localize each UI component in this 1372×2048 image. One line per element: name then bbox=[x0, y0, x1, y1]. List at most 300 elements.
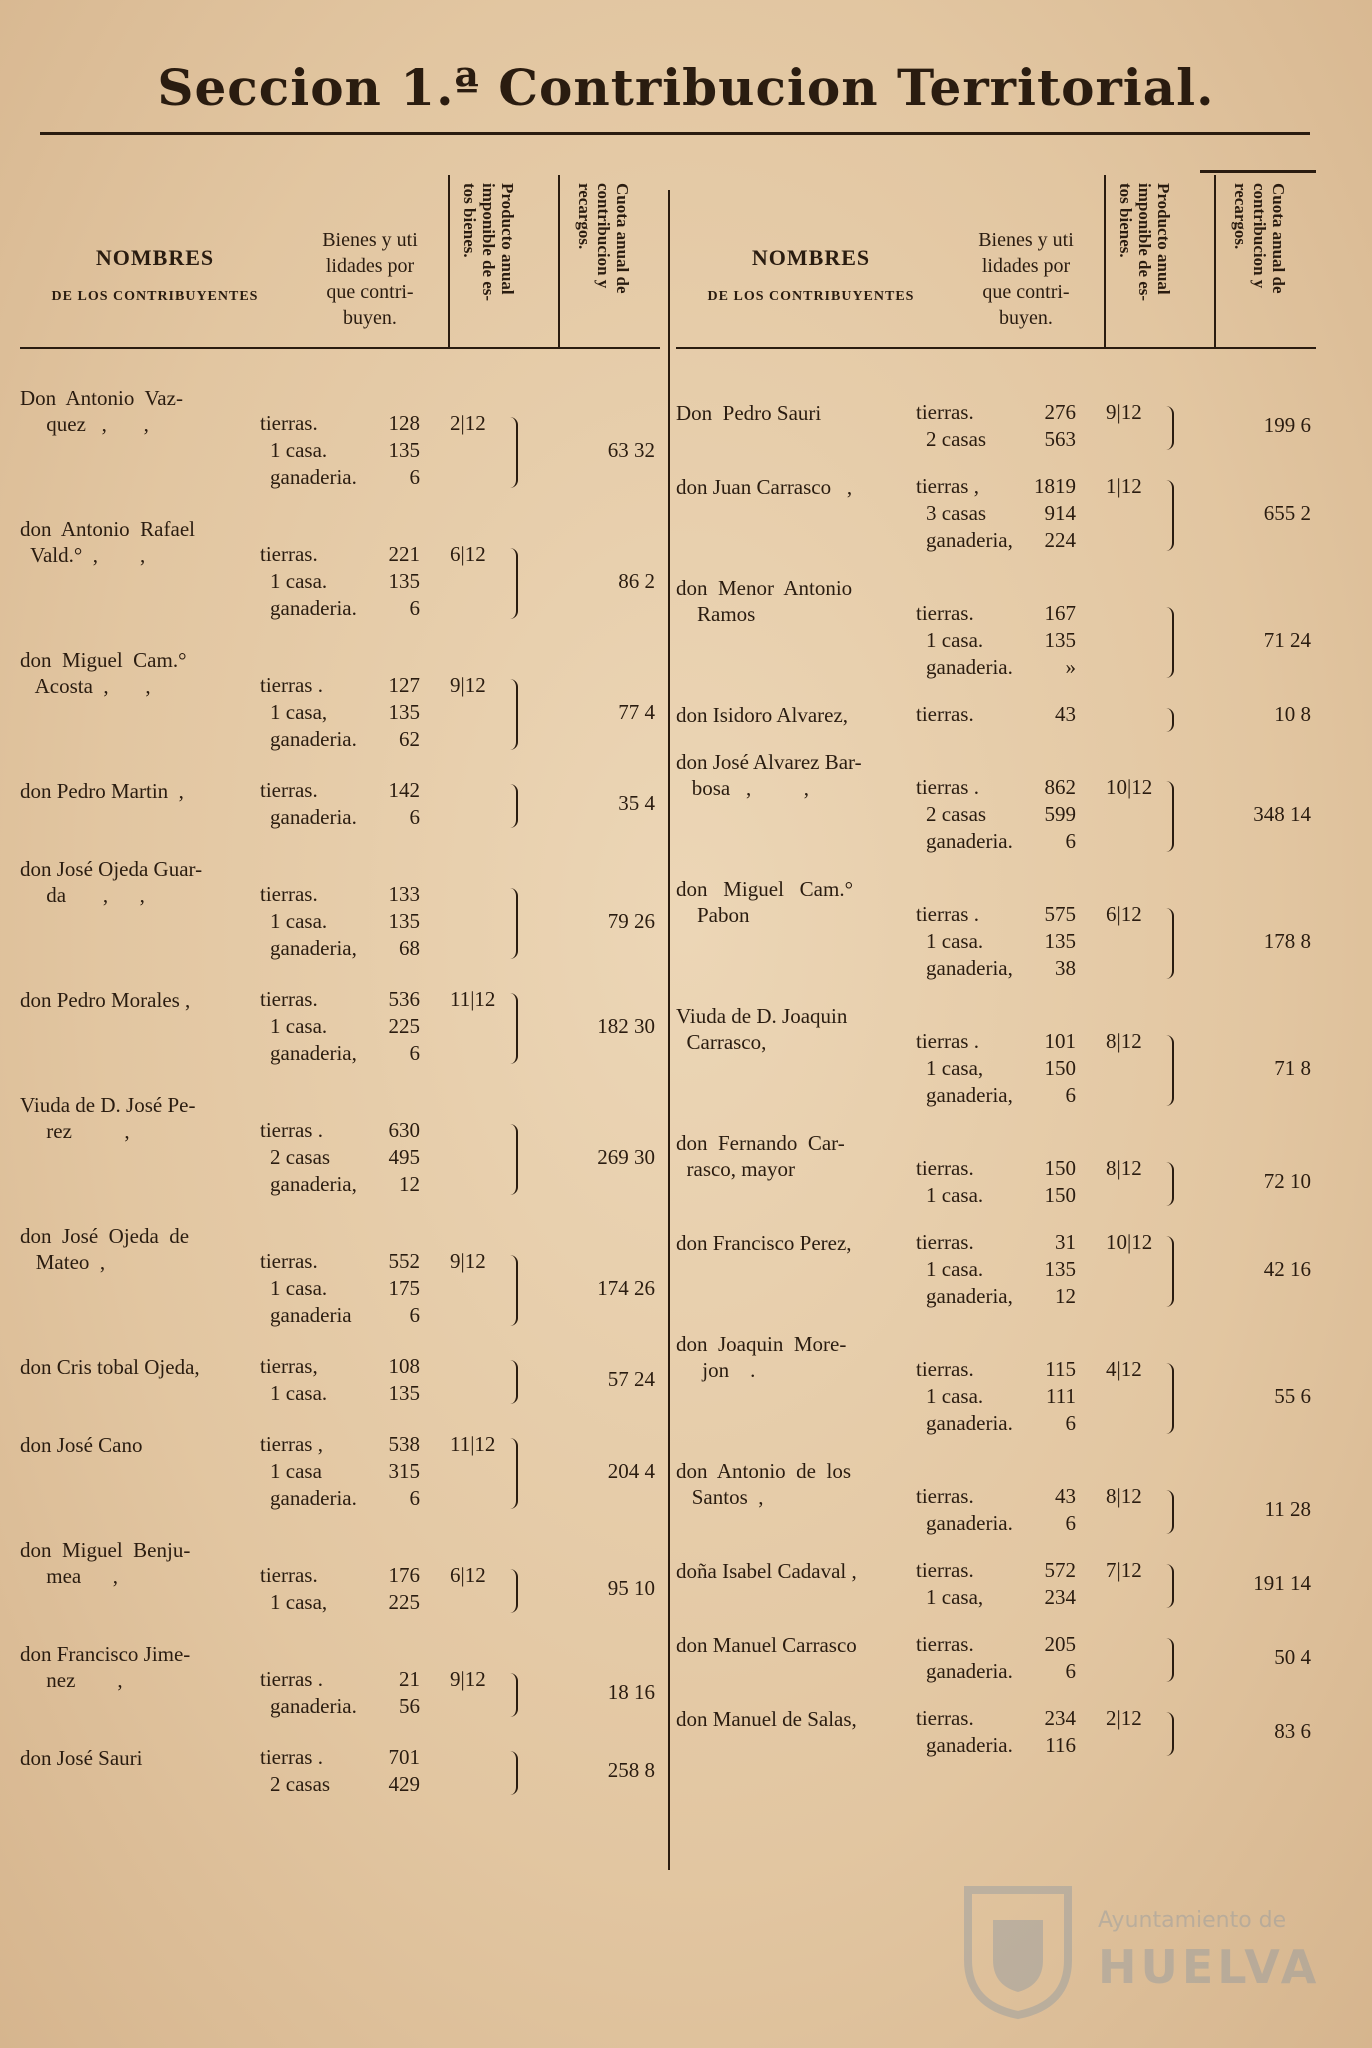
annual-quota: 95 10 bbox=[607, 1576, 655, 1600]
asset-type: ganaderia. bbox=[926, 829, 1013, 853]
annual-quota: 86 2 bbox=[618, 568, 655, 593]
contributor-name: don Cris tobal Ojeda, bbox=[20, 1355, 200, 1379]
cuota-header-line: recargos. bbox=[1231, 183, 1250, 250]
taxable-fraction: 10|12 bbox=[1106, 1230, 1153, 1254]
contributor-name: doña Isabel Cadaval , bbox=[676, 1559, 857, 1583]
annual-quota: 42 16 bbox=[1263, 1256, 1311, 1281]
asset-type: tierras . bbox=[916, 902, 979, 926]
title-rule-right bbox=[1200, 170, 1316, 173]
asset-value: 135 bbox=[388, 438, 420, 462]
cuota-header bbox=[1231, 183, 1288, 353]
taxable-fraction: 6|12 bbox=[450, 1563, 486, 1587]
contributor-entry bbox=[676, 575, 1316, 682]
asset-type: 1 casa, bbox=[926, 1056, 984, 1080]
asset-value: 536 bbox=[388, 987, 420, 1011]
asset-type: tierras. bbox=[260, 542, 318, 566]
asset-type: 2 casas bbox=[270, 1772, 331, 1796]
contributor-name: quez , , bbox=[20, 412, 149, 436]
bienes-header-line: Bienes y uti bbox=[978, 229, 1074, 251]
asset-value: 224 bbox=[1044, 528, 1076, 552]
contributor-name: nez , bbox=[20, 1668, 123, 1692]
header-divider bbox=[448, 175, 450, 347]
brace bbox=[510, 1255, 518, 1326]
column-header bbox=[20, 175, 660, 360]
contributor-name: Don Antonio Vaz- bbox=[20, 386, 183, 410]
asset-type: 1 casa, bbox=[926, 1585, 984, 1609]
contributor-entry bbox=[20, 987, 660, 1068]
names-header-main: NOMBRES bbox=[751, 245, 871, 270]
asset-value: 150 bbox=[1044, 1056, 1076, 1080]
bienes-header-line: lidades por bbox=[981, 255, 1071, 277]
contributor-name: Viuda de D. Joaquin bbox=[676, 1004, 848, 1028]
asset-type: tierras. bbox=[260, 987, 318, 1011]
watermark-line1: Ayuntamiento de bbox=[1098, 1908, 1287, 1933]
contributor-name: don Menor Antonio bbox=[676, 576, 853, 600]
asset-value: 62 bbox=[399, 727, 420, 751]
contributor-entry bbox=[676, 1706, 1316, 1760]
asset-type: 1 casa. bbox=[926, 1183, 984, 1207]
asset-type: ganaderia. bbox=[926, 1733, 1013, 1757]
asset-value: 552 bbox=[388, 1249, 420, 1273]
taxable-fraction: 9|12 bbox=[1106, 400, 1142, 424]
cuota-header-line: recargos. bbox=[575, 183, 594, 250]
column-header bbox=[676, 175, 1316, 360]
brace bbox=[1166, 480, 1174, 551]
contributor-entry bbox=[20, 856, 660, 963]
asset-type: 1 casa. bbox=[270, 1381, 328, 1405]
asset-type: ganaderia. bbox=[926, 655, 1013, 679]
contributor-name: Viuda de D. José Pe- bbox=[20, 1093, 196, 1117]
brace bbox=[510, 888, 518, 959]
asset-type: tierras , bbox=[916, 474, 979, 498]
page-title: Seccion 1.ª Contribucion Territorial. bbox=[157, 58, 1215, 117]
brace bbox=[510, 1751, 518, 1795]
producto-header-line: imponible de es- bbox=[1135, 183, 1154, 302]
taxable-fraction: 4|12 bbox=[1106, 1357, 1142, 1381]
brace bbox=[1166, 1035, 1174, 1106]
asset-value: 205 bbox=[1044, 1632, 1076, 1656]
annual-quota: 55 6 bbox=[1274, 1383, 1311, 1408]
asset-value: 135 bbox=[1044, 628, 1076, 652]
producto-header bbox=[460, 183, 517, 353]
asset-type: 2 casas bbox=[926, 802, 987, 826]
asset-value: 234 bbox=[1044, 1585, 1076, 1609]
asset-type: tierras. bbox=[916, 1558, 974, 1582]
taxable-fraction: 9|12 bbox=[450, 1249, 486, 1273]
asset-value: 6 bbox=[409, 1486, 420, 1510]
brace bbox=[1166, 1236, 1174, 1307]
annual-quota: 655 2 bbox=[1263, 500, 1311, 525]
asset-type: tierras. bbox=[260, 411, 318, 435]
brace bbox=[1166, 1490, 1174, 1534]
producto-header-line: Producto anual bbox=[1154, 183, 1173, 295]
asset-type: tierras. bbox=[260, 1249, 318, 1273]
taxable-fraction: 8|12 bbox=[1106, 1029, 1142, 1053]
asset-value: 563 bbox=[1044, 427, 1076, 451]
asset-value: 135 bbox=[388, 569, 420, 593]
asset-value: 6 bbox=[409, 465, 420, 489]
contributor-name: mea , bbox=[20, 1564, 118, 1588]
brace bbox=[510, 679, 518, 750]
asset-type: 2 casas bbox=[270, 1145, 331, 1169]
asset-type: tierras. bbox=[916, 1230, 974, 1254]
asset-value: 225 bbox=[388, 1590, 420, 1614]
contributor-name: Santos , bbox=[676, 1485, 764, 1509]
asset-value: 1819 bbox=[1034, 474, 1076, 498]
taxable-fraction: 8|12 bbox=[1106, 1156, 1142, 1180]
contributor-name: don Joaquin More- bbox=[676, 1332, 847, 1356]
asset-type: 3 casas bbox=[926, 501, 987, 525]
asset-value: 914 bbox=[1044, 501, 1076, 525]
contributor-entry bbox=[676, 474, 1316, 555]
asset-type: 1 casa. bbox=[270, 569, 328, 593]
asset-value: 234 bbox=[1044, 1706, 1076, 1730]
bienes-header-line: lidades por bbox=[325, 255, 415, 277]
brace bbox=[1166, 1564, 1174, 1608]
watermark-logo bbox=[958, 1880, 1321, 2020]
contributor-name: don José Ojeda Guar- bbox=[20, 857, 203, 881]
asset-type: 1 casa, bbox=[270, 1590, 328, 1614]
contributor-name: don Antonio de los bbox=[676, 1459, 852, 1483]
contributor-entry bbox=[20, 385, 660, 492]
taxable-fraction: 11|12 bbox=[450, 987, 496, 1011]
asset-value: 495 bbox=[388, 1145, 420, 1169]
taxable-fraction: 2|12 bbox=[450, 411, 486, 435]
asset-type: ganaderia. bbox=[270, 727, 357, 751]
contributor-entry bbox=[676, 702, 1316, 729]
bienes-header bbox=[290, 227, 450, 331]
header-divider bbox=[1214, 175, 1216, 347]
asset-value: 221 bbox=[388, 542, 420, 566]
annual-quota: 63 32 bbox=[607, 437, 655, 462]
contributor-entry bbox=[20, 647, 660, 754]
asset-type: tierras . bbox=[916, 1029, 979, 1053]
brace bbox=[510, 1124, 518, 1195]
annual-quota: 77 4 bbox=[618, 699, 655, 724]
cuota-header-line: Cuota anual de bbox=[613, 183, 632, 294]
cuota-header-line: Cuota anual de bbox=[1269, 183, 1288, 294]
brace bbox=[510, 1569, 518, 1613]
contributor-entry bbox=[676, 1558, 1316, 1612]
asset-value: 115 bbox=[1045, 1357, 1076, 1381]
asset-value: 6 bbox=[1065, 1083, 1076, 1107]
asset-value: 572 bbox=[1044, 1558, 1076, 1582]
asset-type: tierras. bbox=[916, 400, 974, 424]
annual-quota: 182 30 bbox=[597, 1013, 655, 1038]
asset-value: 128 bbox=[388, 411, 420, 435]
annual-quota: 71 8 bbox=[1274, 1055, 1311, 1080]
asset-type: ganaderia, bbox=[926, 956, 1013, 980]
brace bbox=[510, 1438, 518, 1509]
contributor-name: don Isidoro Alvarez, bbox=[676, 703, 849, 727]
asset-type: ganaderia. bbox=[270, 805, 357, 829]
asset-value: 135 bbox=[388, 909, 420, 933]
brace bbox=[1166, 1712, 1174, 1756]
annual-quota: 348 14 bbox=[1253, 801, 1311, 826]
asset-value: 127 bbox=[388, 673, 420, 697]
annual-quota: 18 16 bbox=[607, 1680, 655, 1704]
annual-quota: 71 24 bbox=[1263, 627, 1311, 652]
asset-value: 6 bbox=[409, 1303, 420, 1327]
contributor-name: don José Sauri bbox=[20, 1746, 143, 1770]
asset-type: ganaderia. bbox=[270, 465, 357, 489]
asset-type: 1 casa. bbox=[270, 1276, 328, 1300]
cuota-header-line: contribucion y bbox=[1250, 183, 1269, 289]
asset-type: tierras . bbox=[260, 1118, 323, 1142]
contributor-name: Ramos bbox=[676, 602, 756, 626]
asset-value: 599 bbox=[1044, 802, 1076, 826]
asset-type: 1 casa, bbox=[270, 700, 328, 724]
brace bbox=[510, 417, 518, 488]
asset-value: 135 bbox=[388, 700, 420, 724]
asset-value: 225 bbox=[388, 1014, 420, 1038]
contributor-entry bbox=[20, 1223, 660, 1330]
contributor-name: don Miguel Cam.° bbox=[20, 648, 187, 672]
contributor-entry bbox=[676, 400, 1316, 454]
annual-quota: 204 4 bbox=[607, 1458, 655, 1483]
asset-type: 1 casa. bbox=[270, 909, 328, 933]
names-header bbox=[20, 245, 290, 305]
contributor-name: bosa , , bbox=[676, 776, 809, 800]
asset-type: ganaderia, bbox=[926, 1083, 1013, 1107]
annual-quota: 11 28 bbox=[1264, 1497, 1311, 1521]
annual-quota: 269 30 bbox=[597, 1144, 655, 1169]
title-rule bbox=[40, 132, 1310, 135]
asset-value: 176 bbox=[388, 1563, 420, 1587]
asset-type: 1 casa. bbox=[270, 1014, 328, 1038]
asset-type: ganaderia. bbox=[270, 596, 357, 620]
asset-type: 1 casa. bbox=[270, 438, 328, 462]
contributor-entry bbox=[676, 1331, 1316, 1438]
cuota-header-line: contribucion y bbox=[594, 183, 613, 289]
asset-value: 175 bbox=[388, 1276, 420, 1300]
contributor-entry bbox=[676, 1003, 1316, 1110]
brace bbox=[1166, 406, 1174, 450]
contributor-entry bbox=[676, 749, 1316, 856]
taxable-fraction: 9|12 bbox=[450, 673, 486, 697]
contributor-entry bbox=[20, 1092, 660, 1199]
asset-value: » bbox=[1065, 655, 1076, 679]
contributor-name: don José Cano bbox=[20, 1433, 143, 1457]
asset-type: ganaderia bbox=[270, 1303, 352, 1327]
header-underline bbox=[20, 347, 660, 349]
asset-type: tierras. bbox=[916, 1156, 974, 1180]
asset-value: 6 bbox=[1065, 1411, 1076, 1435]
brace bbox=[510, 1360, 518, 1404]
asset-value: 101 bbox=[1044, 1029, 1076, 1053]
asset-type: ganaderia, bbox=[926, 528, 1013, 552]
header-divider bbox=[1104, 175, 1106, 347]
contributor-name: don José Alvarez Bar- bbox=[676, 750, 862, 774]
brace bbox=[510, 1673, 518, 1717]
taxable-fraction: 2|12 bbox=[1106, 1706, 1142, 1730]
contributor-entry bbox=[20, 1537, 660, 1617]
asset-type: ganaderia. bbox=[926, 1511, 1013, 1535]
asset-value: 167 bbox=[1044, 601, 1076, 625]
contributor-name: Don Pedro Sauri bbox=[676, 401, 822, 425]
asset-value: 315 bbox=[388, 1459, 420, 1483]
asset-value: 133 bbox=[388, 882, 420, 906]
contributor-name: don Juan Carrasco , bbox=[676, 475, 853, 499]
annual-quota: 79 26 bbox=[607, 908, 655, 933]
asset-type: ganaderia. bbox=[926, 1411, 1013, 1435]
brace bbox=[1166, 1638, 1174, 1682]
annual-quota: 199 6 bbox=[1263, 413, 1311, 437]
asset-value: 12 bbox=[1055, 1284, 1076, 1308]
producto-header-line: imponible de es- bbox=[479, 183, 498, 302]
asset-type: tierras. bbox=[260, 882, 318, 906]
asset-type: tierras . bbox=[260, 1745, 323, 1769]
contributor-name: don Francisco Jime- bbox=[20, 1642, 191, 1666]
asset-value: 701 bbox=[388, 1745, 420, 1769]
contributor-entry bbox=[676, 1458, 1316, 1538]
asset-value: 116 bbox=[1045, 1733, 1076, 1757]
bienes-header bbox=[946, 227, 1106, 331]
asset-value: 150 bbox=[1044, 1156, 1076, 1180]
annual-quota: 191 14 bbox=[1253, 1571, 1311, 1595]
asset-type: tierras , bbox=[260, 1432, 323, 1456]
header-divider bbox=[558, 175, 560, 347]
cuota-header bbox=[575, 183, 632, 353]
asset-type: tierras. bbox=[916, 702, 974, 726]
asset-value: 538 bbox=[388, 1432, 420, 1456]
bienes-header-line: que contri- bbox=[982, 281, 1070, 303]
asset-type: tierras. bbox=[916, 1357, 974, 1381]
asset-type: 1 casa. bbox=[926, 1384, 984, 1408]
producto-header bbox=[1116, 183, 1173, 353]
asset-type: tierras, bbox=[260, 1354, 318, 1378]
contributor-name: Pabon bbox=[676, 903, 750, 927]
contributor-entry bbox=[676, 1632, 1316, 1686]
watermark-line2: HUELVA bbox=[1098, 1940, 1321, 1994]
taxable-fraction: 1|12 bbox=[1106, 474, 1142, 498]
annual-quota: 174 26 bbox=[597, 1275, 655, 1300]
contributor-name: rez , bbox=[20, 1119, 130, 1143]
asset-value: 12 bbox=[399, 1172, 420, 1196]
contributor-name: don Manuel Carrasco bbox=[676, 1633, 857, 1657]
taxable-fraction: 6|12 bbox=[1106, 902, 1142, 926]
contributor-name: Vald.° , , bbox=[20, 543, 146, 567]
contributor-entry bbox=[676, 1230, 1316, 1311]
asset-value: 6 bbox=[409, 596, 420, 620]
asset-value: 276 bbox=[1044, 400, 1076, 424]
asset-type: 1 casa bbox=[270, 1459, 322, 1483]
brace bbox=[1166, 607, 1174, 678]
asset-value: 135 bbox=[1044, 1257, 1076, 1281]
asset-type: 1 casa. bbox=[926, 628, 984, 652]
contributor-entry bbox=[676, 1130, 1316, 1210]
asset-type: tierras. bbox=[916, 1632, 974, 1656]
asset-value: 43 bbox=[1055, 1484, 1076, 1508]
asset-value: 6 bbox=[1065, 1511, 1076, 1535]
annual-quota: 57 24 bbox=[607, 1367, 655, 1391]
asset-value: 135 bbox=[1044, 929, 1076, 953]
asset-type: tierras. bbox=[260, 1563, 318, 1587]
annual-quota: 35 4 bbox=[618, 791, 655, 815]
asset-type: ganaderia. bbox=[270, 1486, 357, 1510]
brace bbox=[1166, 1162, 1174, 1206]
brace bbox=[1166, 781, 1174, 852]
asset-value: 142 bbox=[388, 778, 420, 802]
bienes-header-line: buyen. bbox=[999, 307, 1053, 329]
asset-type: ganaderia, bbox=[270, 936, 357, 960]
taxable-fraction: 6|12 bbox=[450, 542, 486, 566]
taxable-fraction: 8|12 bbox=[1106, 1484, 1142, 1508]
asset-value: 111 bbox=[1046, 1384, 1076, 1408]
brace bbox=[1166, 1363, 1174, 1434]
asset-type: tierras. bbox=[260, 778, 318, 802]
asset-value: 6 bbox=[409, 1041, 420, 1065]
taxable-fraction: 9|12 bbox=[450, 1667, 486, 1691]
taxable-fraction: 11|12 bbox=[450, 1432, 496, 1456]
annual-quota: 10 8 bbox=[1274, 702, 1311, 726]
bienes-header-line: Bienes y uti bbox=[322, 229, 418, 251]
asset-type: tierras . bbox=[260, 1667, 323, 1691]
names-header-sub: DE LOS CONTRIBUYENTES bbox=[707, 289, 915, 304]
asset-type: tierras. bbox=[916, 1484, 974, 1508]
contributor-name: Carrasco, bbox=[676, 1030, 767, 1054]
contributor-name: don Miguel Benju- bbox=[20, 1538, 191, 1562]
contributor-name: rasco, mayor bbox=[676, 1157, 795, 1181]
producto-header-line: tos bienes. bbox=[460, 183, 479, 258]
header-underline bbox=[676, 347, 1316, 349]
asset-type: ganaderia. bbox=[270, 1694, 357, 1718]
contributor-name: don Francisco Perez, bbox=[676, 1231, 852, 1255]
contributor-name: Mateo , bbox=[20, 1250, 106, 1274]
asset-value: 43 bbox=[1055, 702, 1076, 726]
asset-type: ganaderia, bbox=[926, 1284, 1013, 1308]
producto-header-line: tos bienes. bbox=[1116, 183, 1135, 258]
asset-type: 2 casas bbox=[926, 427, 987, 451]
annual-quota: 83 6 bbox=[1274, 1719, 1311, 1743]
asset-value: 862 bbox=[1044, 775, 1076, 799]
bienes-header-line: que contri- bbox=[326, 281, 414, 303]
contributor-entry bbox=[676, 876, 1316, 983]
contributor-name: jon . bbox=[676, 1358, 756, 1382]
contributor-entry bbox=[20, 516, 660, 623]
contributor-entry bbox=[20, 1432, 660, 1513]
contributor-name: don Manuel de Salas, bbox=[676, 1707, 857, 1731]
contributor-name: don José Ojeda de bbox=[20, 1224, 190, 1248]
names-header-main: NOMBRES bbox=[95, 245, 215, 270]
asset-value: 56 bbox=[399, 1694, 420, 1718]
asset-value: 68 bbox=[399, 936, 420, 960]
brace bbox=[510, 784, 518, 828]
annual-quota: 50 4 bbox=[1274, 1645, 1311, 1669]
contributor-name: don Pedro Martin , bbox=[20, 779, 184, 803]
producto-header-line: Producto anual bbox=[498, 183, 517, 295]
bienes-header-line: buyen. bbox=[343, 307, 397, 329]
contributor-entry bbox=[20, 1641, 660, 1721]
taxable-fraction: 10|12 bbox=[1106, 775, 1153, 799]
asset-value: 630 bbox=[388, 1118, 420, 1142]
contributor-entry bbox=[20, 1354, 660, 1408]
contributor-name: da , , bbox=[20, 883, 145, 907]
asset-value: 429 bbox=[388, 1772, 420, 1796]
asset-value: 135 bbox=[388, 1381, 420, 1405]
asset-value: 150 bbox=[1044, 1183, 1076, 1207]
contributor-entry bbox=[20, 778, 660, 832]
asset-value: 21 bbox=[399, 1667, 420, 1691]
contributor-name: don Pedro Morales , bbox=[20, 988, 191, 1012]
asset-type: tierras. bbox=[916, 1706, 974, 1730]
contributor-name: don Antonio Rafael bbox=[20, 517, 195, 541]
asset-type: ganaderia, bbox=[270, 1041, 357, 1065]
asset-value: 575 bbox=[1044, 902, 1076, 926]
asset-value: 6 bbox=[1065, 1659, 1076, 1683]
annual-quota: 178 8 bbox=[1263, 928, 1311, 953]
asset-value: 31 bbox=[1055, 1230, 1076, 1254]
